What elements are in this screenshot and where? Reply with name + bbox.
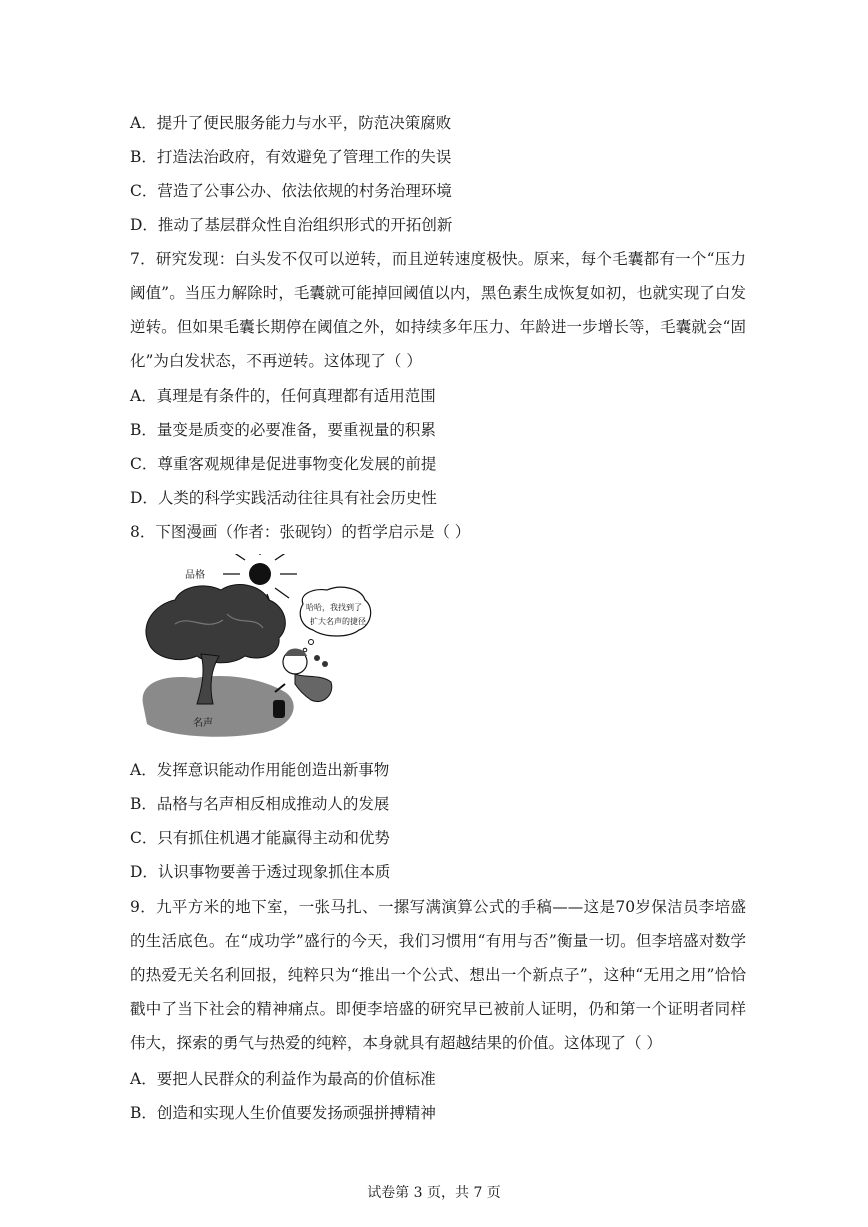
q6-option-b: B．打造法治政府，有效避免了管理工作的失误 (130, 148, 452, 166)
q7-option-c: C．尊重客观规律是促进事物变化发展的前提 (130, 455, 437, 473)
paint-bucket (273, 700, 285, 718)
q6-option-d: D．推动了基层群众性自治组织形式的开拓创新 (130, 216, 453, 234)
speech-text-line1: 哈哈，我找到了 (306, 603, 362, 612)
q9-option-b: B．创造和实现人生价值要发扬顽强拼搏精神 (130, 1104, 436, 1122)
q7-option-b: B．量变是质变的必要准备，要重视量的积累 (130, 421, 436, 439)
q7-option-a: A．真理是有条件的，任何真理都有适用范围 (130, 387, 436, 405)
q6-option-a: A．提升了便民服务能力与水平，防范决策腐败 (130, 114, 452, 132)
q8-option-d: D．认识事物要善于透过现象抓住本质 (130, 863, 391, 881)
q8-option-c: C．只有抓住机遇才能赢得主动和优势 (130, 829, 390, 847)
cartoon-figure (135, 554, 375, 744)
speech-text-line2: 扩大名声的捷径 (310, 617, 366, 626)
q8-stem: 8．下图漫画（作者：张砚钧）的哲学启示是（ ） (130, 523, 471, 541)
q7-option-d: D．人类的科学实践活动往往具有社会历史性 (130, 489, 437, 507)
page-footer: 试卷第 3 页，共 7 页 (367, 1185, 501, 1201)
q8-option-b: B．品格与名声相反相成推动人的发展 (130, 795, 390, 813)
person-figure (273, 649, 332, 719)
shadow-shape (143, 676, 294, 737)
cartoon-illustration (135, 554, 375, 744)
q7-stem: 7．研究发现：白头发不仅可以逆转，而且逆转速度极快。原来，每个毛囊都有一个“压力阈值”。当压力解除时，毛囊就可能掉回阈值以内，黑色素生成恢复如初，也就实现了白发逆转。但如果毛囊长期停在阈值之外，如持续多年压力、年龄进一步增长等，毛囊就会“固化”为白发状态，不再逆转。这体现了（ ） (130, 250, 746, 370)
q9-stem: 9．九平方米的地下室，一张马扎、一摞写满演算公式的手稿——这是70岁保洁员李培盛的生活底色。在“成功学”盛行的今天，我们习惯用“有用与否”衡量一切。但李培盛对数学的热爱无关名利回报，纯粹只为“推出一个公式、想出一个新点子”，这种“无用之用”恰恰戳中了当下社会的精神痛点。即便李培盛的研究早已被前人证明，仍和第一个证明者同样伟大，探索的勇气与热爱的纯粹，本身就具有超越结果的价值。这体现了（ ） (130, 898, 746, 1052)
q8-option-a: A．发挥意识能动作用能创造出新事物 (130, 761, 390, 779)
q9-option-a: A．要把人民群众的利益作为最高的价值标准 (130, 1070, 436, 1088)
tree-label: 品格 (185, 570, 205, 581)
shadow-label: 名声 (193, 718, 213, 729)
q6-option-c: C．营造了公事公办、依法依规的村务治理环境 (130, 182, 452, 200)
